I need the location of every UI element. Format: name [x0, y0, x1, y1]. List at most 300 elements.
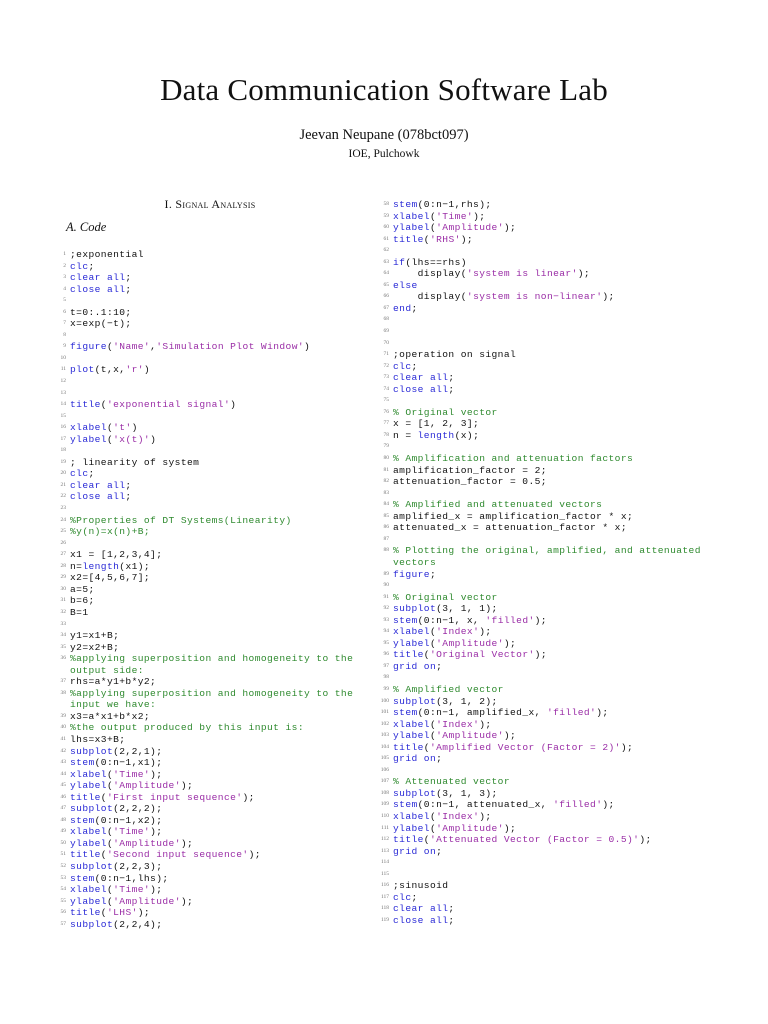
- code-line: [60, 745, 360, 758]
- code-line: [60, 710, 360, 723]
- line-number: 75: [383, 397, 389, 404]
- code-keyword: grid on: [393, 660, 437, 672]
- code-token: (2,2,2);: [113, 803, 163, 815]
- line-number: 61: [383, 235, 389, 242]
- line-number: 99: [383, 685, 389, 692]
- line-number: 102: [380, 720, 389, 727]
- code-comment: % Plotting the original, amplified, and attenuated vectors: [393, 545, 708, 568]
- code-token: );: [137, 907, 151, 919]
- code-line: [60, 468, 360, 480]
- code-line: [383, 591, 703, 604]
- code-token: );: [150, 826, 163, 838]
- code-text: [70, 792, 255, 804]
- line-number: 45: [60, 782, 66, 789]
- code-line: [60, 422, 360, 434]
- code-string: 'Name': [113, 341, 151, 353]
- code-line: [383, 649, 703, 661]
- code-string: 'Simulation Plot Window': [156, 341, 305, 353]
- code-text: [70, 711, 150, 723]
- line-number: 81: [383, 466, 389, 473]
- code-text: [393, 707, 609, 719]
- code-line: [380, 799, 703, 811]
- code-string: 'Amplitude': [113, 895, 181, 907]
- code-token: );: [577, 268, 591, 280]
- code-line: [383, 510, 703, 523]
- code-text: [70, 734, 125, 746]
- code-line: [383, 222, 703, 234]
- code-token: (: [106, 837, 114, 849]
- code-token: ;: [88, 260, 95, 272]
- line-number: 51: [60, 851, 66, 858]
- line-number: 49: [60, 828, 66, 835]
- code-text: [70, 688, 360, 711]
- code-token: (: [100, 399, 107, 411]
- line-number: 6: [63, 308, 66, 315]
- code-token: (0:n−1,x2);: [94, 814, 163, 826]
- code-text: [70, 826, 162, 838]
- code-token: (: [106, 422, 114, 434]
- code-text: [393, 696, 498, 708]
- code-token: (: [429, 626, 437, 638]
- code-string: 't': [113, 422, 132, 434]
- line-number: 68: [383, 316, 389, 323]
- code-line: [60, 399, 360, 411]
- code-line: [383, 349, 703, 361]
- code-line: [60, 572, 360, 584]
- code-text: [393, 303, 418, 315]
- code-keyword: title: [393, 233, 424, 245]
- code-token: rhs=a*y1+b*y2;: [70, 676, 157, 688]
- line-number: 3: [63, 274, 66, 281]
- code-line: [60, 860, 360, 873]
- code-line: [383, 360, 703, 373]
- code-text: [393, 615, 547, 627]
- code-line: [60, 895, 360, 908]
- code-string: 'Amplitude': [113, 837, 181, 849]
- line-number: 34: [60, 632, 66, 639]
- code-text: [70, 815, 162, 827]
- code-keyword: clc: [70, 260, 89, 272]
- line-number: 97: [383, 662, 389, 669]
- code-string: 'RHS': [429, 233, 461, 245]
- code-keyword: xlabel: [393, 718, 430, 730]
- code-keyword: xlabel: [393, 626, 430, 638]
- line-number: 89: [383, 570, 389, 577]
- code-string: 'r': [125, 364, 144, 376]
- line-number: 55: [60, 897, 66, 904]
- code-text: [393, 234, 473, 246]
- line-number: 39: [60, 712, 66, 719]
- code-text: [393, 684, 504, 696]
- code-line: [60, 503, 360, 515]
- code-keyword: title: [393, 834, 424, 846]
- code-line: [60, 583, 360, 596]
- line-number: 65: [383, 281, 389, 288]
- code-line: [63, 341, 360, 353]
- code-keyword: length: [82, 560, 120, 572]
- line-number: 70: [383, 339, 389, 346]
- line-number: 111: [381, 824, 389, 831]
- line-number: 92: [383, 605, 389, 612]
- code-line: [60, 376, 360, 388]
- code-token: );: [602, 799, 615, 811]
- line-number: 12: [60, 378, 66, 385]
- code-keyword: clc: [393, 360, 412, 372]
- code-token: (: [106, 884, 114, 896]
- line-number: 66: [383, 293, 389, 300]
- code-text: [393, 811, 492, 823]
- code-token: ): [131, 422, 138, 434]
- line-number: 19: [60, 458, 66, 465]
- line-number: 113: [380, 847, 389, 854]
- code-string: 'Amplitude': [436, 822, 504, 834]
- code-token: );: [180, 837, 194, 849]
- line-number: 37: [60, 678, 66, 685]
- code-string: 'system is non−linear': [466, 291, 603, 303]
- code-token: ): [304, 341, 311, 353]
- line-number: 116: [380, 882, 389, 889]
- code-keyword: xlabel: [70, 768, 107, 780]
- code-line: [383, 383, 703, 396]
- line-number: 71: [383, 351, 389, 358]
- code-line: [60, 733, 360, 746]
- code-line: [383, 603, 703, 615]
- code-text: [393, 280, 418, 292]
- line-number: 96: [383, 651, 389, 658]
- code-token: (t,x,: [94, 364, 126, 376]
- code-token: ;operation on signal: [393, 349, 517, 361]
- code-keyword: plot: [70, 364, 95, 376]
- code-keyword: if: [393, 256, 406, 268]
- code-token: ;: [429, 568, 437, 580]
- code-text: [70, 457, 199, 469]
- line-number: 29: [60, 574, 66, 581]
- code-keyword: figure: [70, 341, 107, 353]
- code-text: [70, 595, 95, 607]
- code-token: b=6;: [70, 595, 95, 607]
- code-token: );: [639, 834, 652, 846]
- code-token: (x);: [454, 429, 480, 441]
- code-token: (2,2,1);: [113, 745, 163, 757]
- code-keyword: clear all: [393, 372, 449, 384]
- line-number: 82: [383, 478, 389, 485]
- code-text: [70, 549, 162, 561]
- line-number: 43: [60, 759, 66, 766]
- code-token: (3, 1, 1);: [436, 603, 498, 615]
- code-text: [393, 880, 448, 892]
- code-line: [383, 499, 703, 511]
- code-token: amplified_x = amplification_factor * x;: [393, 510, 634, 522]
- line-number: 18: [60, 447, 66, 454]
- code-string: 'Original Vector': [429, 649, 535, 661]
- subsection-heading: A. Code: [66, 220, 107, 234]
- code-text: [70, 873, 169, 885]
- code-keyword: ylabel: [70, 837, 107, 849]
- line-number: 79: [383, 443, 389, 450]
- code-text: [70, 653, 360, 676]
- code-line: [380, 834, 703, 846]
- line-number: 95: [383, 639, 389, 646]
- code-keyword: subplot: [393, 787, 437, 799]
- code-keyword: length: [417, 429, 455, 441]
- line-number: 58: [383, 201, 389, 207]
- code-line: [60, 641, 360, 654]
- code-text: [393, 823, 516, 835]
- line-number: 94: [383, 628, 389, 635]
- code-text: [393, 407, 498, 419]
- code-text: [393, 453, 633, 465]
- line-number: 13: [60, 389, 66, 396]
- code-token: n =: [393, 429, 418, 441]
- code-text: [393, 892, 418, 904]
- code-keyword: xlabel: [70, 826, 107, 838]
- line-number: 85: [383, 512, 389, 519]
- line-number: 114: [380, 859, 389, 866]
- code-token: ;: [436, 753, 443, 765]
- code-text: [70, 884, 162, 896]
- line-number: 16: [60, 424, 66, 431]
- code-keyword: clear all: [70, 272, 126, 284]
- line-number: 104: [380, 743, 389, 750]
- code-line: [60, 353, 360, 365]
- code-keyword: clc: [70, 468, 89, 480]
- code-string: 'Second input sequence': [106, 849, 249, 861]
- code-line: [60, 526, 360, 538]
- code-keyword: stem: [393, 799, 418, 811]
- code-comment: % Amplification and attenuation factors: [393, 453, 634, 465]
- code-keyword: xlabel: [70, 422, 107, 434]
- code-line: [383, 522, 703, 534]
- code-text: [70, 422, 138, 434]
- code-text: [393, 776, 510, 788]
- code-keyword: close all: [393, 383, 449, 395]
- code-string: 'LHS': [106, 907, 138, 919]
- code-line: [60, 780, 360, 792]
- code-token: a=5;: [70, 583, 95, 595]
- code-line: [60, 456, 360, 469]
- line-number: 28: [60, 562, 66, 569]
- code-text: [70, 746, 162, 758]
- code-line: [60, 433, 360, 446]
- code-line: [383, 314, 703, 326]
- code-token: x=exp(−t);: [70, 318, 132, 330]
- code-token: (2,2,3);: [113, 860, 163, 872]
- code-token: );: [602, 291, 615, 303]
- code-line: [383, 291, 703, 303]
- code-token: ;: [411, 302, 418, 314]
- line-number: 64: [383, 270, 389, 277]
- line-number: 90: [383, 582, 389, 589]
- line-number: 7: [63, 320, 66, 327]
- code-token: );: [150, 884, 163, 896]
- code-token: );: [503, 637, 517, 649]
- code-text: [70, 838, 193, 850]
- code-text: [393, 349, 516, 361]
- code-text: [70, 491, 132, 503]
- code-line: [60, 560, 360, 573]
- line-number: 87: [383, 535, 389, 542]
- code-text: [70, 249, 144, 261]
- code-keyword: subplot: [70, 803, 114, 815]
- code-text: [70, 399, 236, 411]
- code-token: y2=x2+B;: [70, 641, 120, 653]
- code-keyword: subplot: [70, 918, 114, 930]
- line-number: 41: [60, 735, 66, 742]
- code-line: [383, 534, 703, 546]
- code-keyword: clc: [393, 891, 412, 903]
- code-string: 'Index': [436, 810, 480, 822]
- code-token: x1 = [1,2,3,4];: [70, 549, 163, 561]
- line-number: 47: [60, 805, 66, 812]
- code-token: y1=x1+B;: [70, 630, 120, 642]
- code-keyword: stem: [70, 814, 95, 826]
- code-text: [70, 780, 193, 792]
- code-line: [383, 302, 703, 315]
- code-string: 'Time': [113, 768, 151, 780]
- code-keyword: xlabel: [70, 884, 107, 896]
- code-line: [63, 283, 360, 296]
- code-line: [383, 568, 703, 581]
- code-token: (2,2,4);: [113, 918, 163, 930]
- code-line: [60, 918, 360, 931]
- code-line: [383, 476, 703, 488]
- code-token: (: [106, 895, 114, 907]
- code-token: ;: [411, 360, 418, 372]
- code-line: [60, 814, 360, 827]
- code-line: [383, 637, 703, 650]
- code-token: (0:n−1,rhs);: [417, 199, 492, 210]
- line-number: 32: [60, 608, 66, 615]
- code-text: [393, 222, 516, 234]
- code-token: n=: [70, 560, 83, 572]
- code-token: );: [503, 222, 517, 234]
- code-line: [60, 837, 360, 850]
- line-number: 48: [60, 816, 66, 823]
- line-number: 67: [383, 304, 389, 311]
- code-token: t=0:.1:10;: [70, 306, 132, 318]
- affiliation-line: IOE, Pulchowk: [348, 148, 420, 160]
- line-number: 56: [60, 909, 66, 916]
- code-text: [70, 307, 132, 319]
- code-keyword: stem: [393, 707, 418, 719]
- code-line: [383, 464, 703, 477]
- code-line: [383, 545, 708, 568]
- code-line: [383, 233, 703, 246]
- code-token: ;sinusoid: [393, 880, 449, 892]
- line-number: 33: [60, 620, 66, 627]
- code-text: [70, 642, 119, 654]
- code-text: [393, 291, 615, 303]
- code-line: [383, 268, 703, 280]
- line-number: 2: [63, 262, 66, 269]
- code-string: 'exponential signal': [106, 399, 231, 411]
- code-text: [393, 499, 602, 511]
- code-text: [393, 569, 436, 581]
- code-token: attenuation_factor = 0.5;: [393, 476, 547, 488]
- line-number: 88: [383, 547, 389, 554]
- code-text: [393, 199, 492, 211]
- code-line: [380, 903, 703, 915]
- line-number: 9: [63, 343, 66, 350]
- code-keyword: ylabel: [393, 222, 430, 234]
- line-number: 105: [380, 755, 389, 762]
- line-number: 15: [60, 412, 66, 419]
- code-text: [393, 430, 479, 442]
- code-line: [383, 406, 703, 419]
- code-string: 'Index': [436, 626, 480, 638]
- code-keyword: end: [393, 302, 412, 314]
- code-line: [60, 606, 360, 619]
- code-line: [383, 245, 703, 257]
- code-text: [70, 722, 304, 734]
- code-text: [70, 284, 132, 296]
- line-number: 22: [60, 493, 66, 500]
- code-token: );: [503, 822, 517, 834]
- line-number: 10: [60, 354, 66, 361]
- code-token: ;: [448, 372, 455, 384]
- code-listing-left: [60, 249, 360, 930]
- paper-title: Data Communication Software Lab: [160, 72, 608, 107]
- code-string: 'Amplitude': [436, 730, 504, 742]
- code-keyword: title: [393, 741, 424, 753]
- code-token: ): [230, 399, 237, 411]
- code-line: [380, 753, 703, 765]
- code-string: 'Time': [113, 826, 151, 838]
- code-token: ;: [125, 491, 132, 503]
- code-text: [70, 480, 132, 492]
- code-text: [393, 476, 547, 488]
- code-string: 'Time': [113, 884, 151, 896]
- code-token: x = [1, 2, 3];: [393, 418, 480, 430]
- code-keyword: ylabel: [70, 433, 107, 445]
- code-string: 'Amplitude': [436, 637, 504, 649]
- code-token: ): [150, 433, 157, 445]
- code-line: [383, 418, 703, 430]
- code-token: );: [180, 895, 194, 907]
- line-number: 80: [383, 455, 389, 462]
- code-text: [393, 788, 498, 800]
- code-line: [60, 595, 360, 607]
- line-number: 11: [60, 366, 66, 373]
- code-keyword: title: [70, 849, 101, 861]
- code-keyword: close all: [70, 491, 126, 503]
- code-token: );: [248, 849, 261, 861]
- line-number: 4: [63, 285, 66, 292]
- code-text: [393, 257, 467, 269]
- code-string: 'filled': [485, 614, 535, 626]
- code-token: ; linearity of system: [70, 456, 200, 468]
- code-line: [63, 330, 360, 342]
- line-number: 35: [60, 643, 66, 650]
- code-line: [383, 626, 703, 638]
- code-token: (: [106, 433, 114, 445]
- code-token: ,: [150, 341, 157, 353]
- code-line: [63, 272, 360, 284]
- code-token: x3=a*x1+b*x2;: [70, 710, 151, 722]
- code-token: );: [180, 780, 194, 792]
- line-number: 46: [60, 793, 66, 800]
- code-string: 'Attenuated Vector (Factor = 0.5)': [429, 834, 640, 846]
- code-comment: % Amplified and attenuated vectors: [393, 499, 603, 511]
- code-line: [60, 630, 360, 642]
- code-keyword: title: [70, 791, 101, 803]
- line-number: 23: [60, 505, 66, 512]
- code-token: ;: [411, 891, 418, 903]
- code-token: (: [106, 826, 114, 838]
- code-line: [383, 488, 703, 500]
- author-line: Jeevan Neupane (078bct097): [299, 127, 469, 143]
- line-number: 108: [380, 789, 389, 796]
